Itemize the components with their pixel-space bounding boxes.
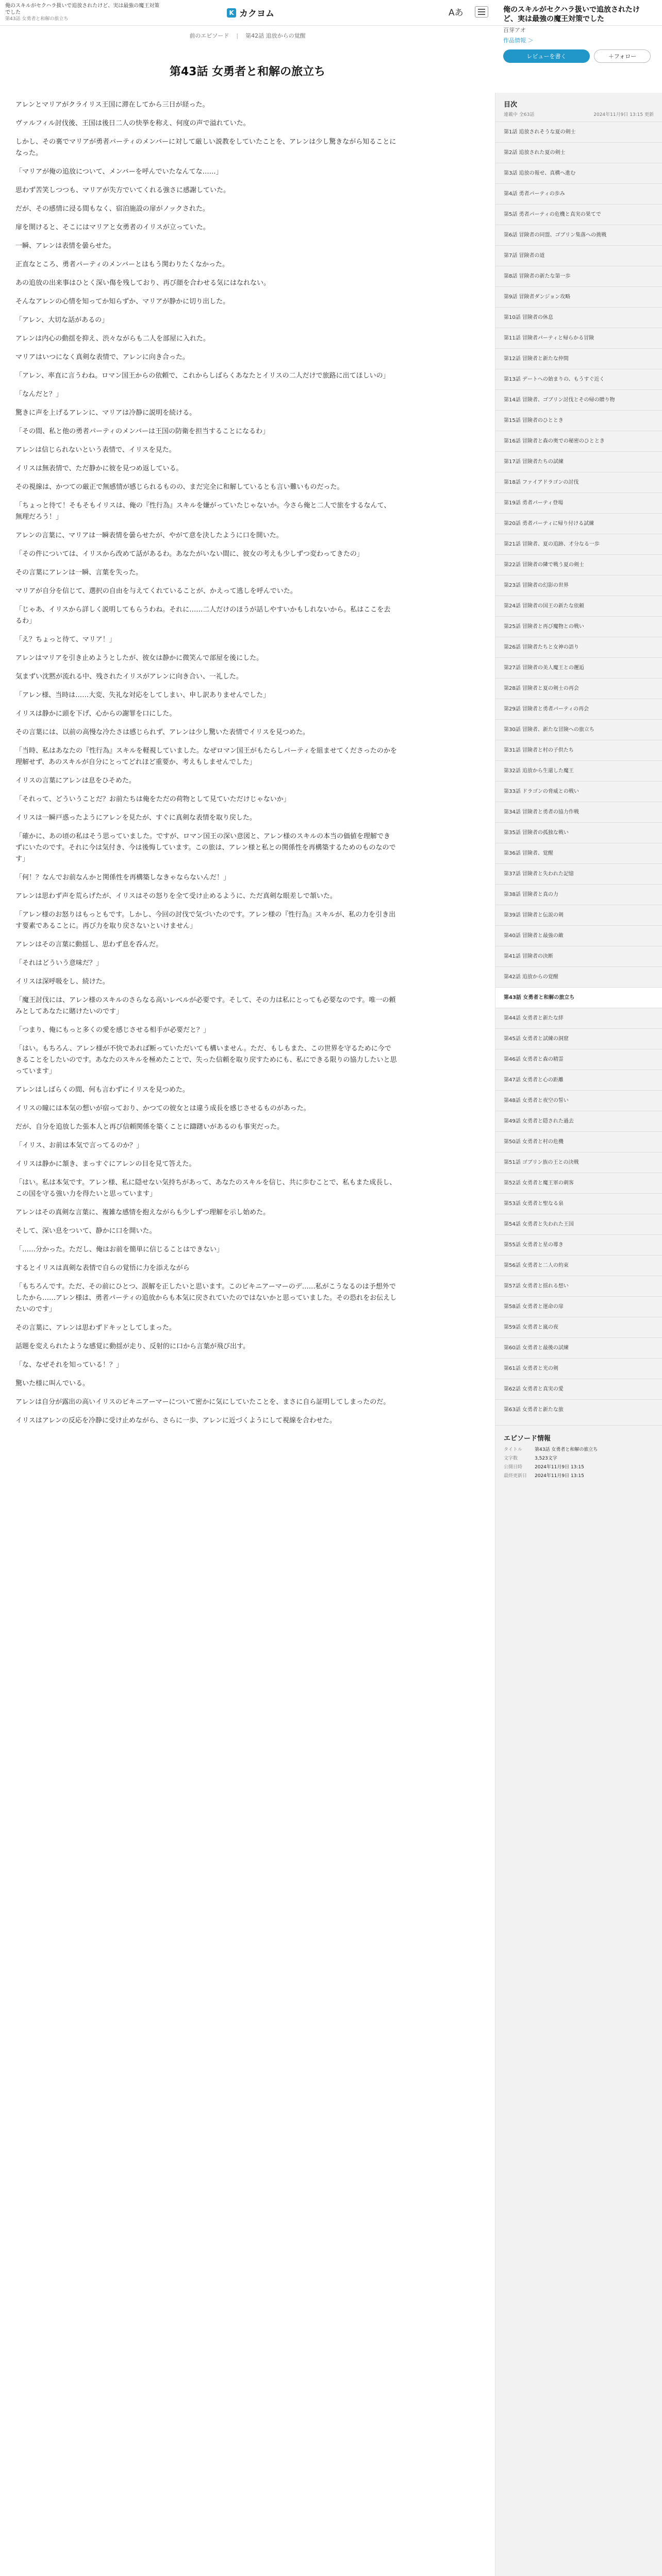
- paragraph: するとイリスは真剣な表情で自らの覚悟に力を添えながら: [15, 1264, 190, 1272]
- toc-item[interactable]: 第17話 冒険者たちの試練: [495, 451, 662, 472]
- prev-episode-link[interactable]: 前のエピソード: [189, 32, 229, 39]
- paragraph: イリスの瞳には本気の想いが宿っており、かつての彼女とは違う成長を感じさせるものがあった。: [15, 1105, 310, 1112]
- toc-item[interactable]: 第38話 冒険者と真の力: [495, 884, 662, 905]
- toc-item[interactable]: 第5話 勇者パーティの危機と真実の果てで: [495, 204, 662, 225]
- toc-item[interactable]: 第25話 冒険者と再び魔物との戦い: [495, 616, 662, 637]
- paragraph: イリスは静かに頷き、まっすぐにアレンの目を見て答えた。: [15, 1160, 196, 1168]
- toc-item[interactable]: 第42話 追放からの覚醒: [495, 967, 662, 987]
- paragraph: 「アレン様、当時は……大変、失礼な対応をしてしまい、申し訳ありませんでした」: [15, 691, 270, 699]
- info-value: 3,523文字: [535, 1456, 557, 1461]
- toc-item[interactable]: 第54話 女勇者と失われた王国: [495, 1214, 662, 1234]
- breadcrumb: [0, 26, 495, 45]
- paragraph: 驚いた様に叫んでいる。: [15, 1380, 90, 1387]
- paragraph: イリスの言葉にアレンは息をひそめた。: [15, 777, 136, 785]
- toc-item[interactable]: 第31話 冒険者と村の子供たち: [495, 740, 662, 760]
- info-key: 公開日時: [504, 1465, 523, 1470]
- toc-item[interactable]: 第16話 冒険者と森の奥での秘密のひととき: [495, 431, 662, 451]
- paragraph: その言葉にアレンは一瞬、言葉を失った。: [15, 569, 143, 577]
- episode-info: [495, 1446, 662, 1481]
- toc-item[interactable]: 第22話 冒険者の隣で戦う夏の剣士: [495, 554, 662, 575]
- toc-item[interactable]: 第63話 女勇者と新たな旅: [495, 1399, 662, 1420]
- paragraph: 「アレン、大切な話があるの」: [15, 316, 109, 324]
- paragraph: 「マリアが俺の追放について、メンバーを呼んでいたなんてな……」: [15, 168, 223, 176]
- toc-item[interactable]: 第61話 女勇者と光の剣: [495, 1358, 662, 1379]
- paragraph: マリアが自分を信じて、選択の自由を与えてくれていることが、かえって逃しを呼んでいた。: [15, 587, 297, 595]
- work-title[interactable]: 俺のスキルがセクハラ扱いで追放されたけど、実は最強の魔王対策でした: [503, 6, 640, 23]
- toc-item[interactable]: 第26話 冒険者たちと女神の語り: [495, 637, 662, 657]
- paragraph: そして、深い息をついて、静かに口を開いた。: [15, 1227, 156, 1235]
- paragraph: しかし、その裏でマリアが勇者パーティのメンバーに対して厳しい説教をしていたことを、アレンは少し驚きながら知ることになった。: [15, 138, 396, 157]
- toc-item[interactable]: 第3話 追放の報せ、真構へ進む: [495, 163, 662, 183]
- toc-item[interactable]: 第55話 女勇者と星の導き: [495, 1234, 662, 1255]
- info-key: タイトル: [504, 1447, 522, 1452]
- info-row: [495, 1446, 662, 1454]
- paragraph: 「確かに、あの頃の私はそう思っていました。ですが、ロマン国王の深い意図と、アレン様のスキルの本当の価値を理解できずにいたのです。それに今は気付き、今は後悔しています。この旅は、アレン様と私との関係性を再構築するためのものなのです」: [15, 833, 396, 863]
- info-key: 最終更新日: [504, 1473, 527, 1479]
- paragraph: 「はい。私は本気です。アレン様、私に隠せない気持ちがあって、あなたのスキルを信じ、共に歩むことで、私もまた成長し、この国を守る強い力を得たいと思っています」: [15, 1179, 396, 1198]
- paragraph: イリスは無表情で、ただ静かに彼を見つめ返している。: [15, 465, 183, 472]
- toc-item[interactable]: 第9話 冒険者ダンジョン攻略: [495, 286, 662, 307]
- follow-button[interactable]: ＋フォロー: [594, 49, 651, 63]
- toc-item[interactable]: 第53話 女勇者と聖なる泉: [495, 1193, 662, 1214]
- breadcrumb-current[interactable]: 第42話 追放からの覚醒: [245, 32, 306, 39]
- paragraph: ヴァルフィル討伐後、王国は後日二人の快挙を称え、何度の声で溢れていた。: [15, 120, 250, 127]
- info-row: [495, 1463, 662, 1472]
- toc-item[interactable]: 第10話 冒険者の休息: [495, 307, 662, 328]
- toc-item[interactable]: 第49話 女勇者と隠された過去: [495, 1111, 662, 1131]
- toc-item[interactable]: 第20話 勇者パーティに帰り付ける試練: [495, 513, 662, 534]
- info-value: 2024年11月9日 13:15: [535, 1465, 584, 1470]
- paragraph: アレンは思わず声を荒らげたが、イリスはその怒りを全て受け止めるように、ただ真剣な眼差しで頷いた。: [15, 892, 337, 900]
- paragraph: 「つまり、俺にもっと多くの愛を感じさせる相手が必要だと？」: [15, 1026, 210, 1034]
- paragraph: アレンは信じられないという表情で、イリスを見た。: [15, 446, 176, 454]
- paragraph: 「じゃあ、イリスから詳しく説明してもらうわね。それに……二人だけのほうが話しやすいかもしれないから。私はここを去るわ」: [15, 606, 391, 625]
- toc-item[interactable]: 第56話 女勇者と二人の約束: [495, 1255, 662, 1276]
- paragraph: だが、自分を追放した張本人と再び信頼関係を築くことに躊躇いがあるのも事実だった。: [15, 1123, 284, 1131]
- toc-heading: 目次: [504, 101, 518, 109]
- font-size-button[interactable]: Aあ: [449, 8, 464, 18]
- paragraph: その視線は、かつての厳正で無感情が感じられるものの、まだ完全に和解しているとも言い難いものだった。: [15, 483, 344, 491]
- toc-item[interactable]: 第18話 ファイアドラゴンの討伐: [495, 472, 662, 493]
- toc-item[interactable]: 第33話 ドラゴンの脅威との戦い: [495, 781, 662, 802]
- breadcrumb-separator: |: [236, 32, 239, 39]
- toc-item[interactable]: 第45話 女勇者と試練の洞窟: [495, 1028, 662, 1049]
- toc-item[interactable]: 第4話 勇者パーティの歩み: [495, 183, 662, 204]
- paragraph: 「はい。もちろん、アレン様が不快であれば断っていただいても構いません。ただ、もしもまた、この世界を守るために今できることをしたいのです。あなたのスキルを極めたことで、失った信頼を取り戻すためにも、私にできる限りの協力したいと思っています」: [15, 1045, 397, 1075]
- toc-item[interactable]: 第47話 女勇者と心の距離: [495, 1070, 662, 1090]
- paragraph: 「なんだと？」: [15, 391, 63, 398]
- paragraph: 「その間、私と他の勇者パーティのメンバーは王国の防衛を担当することになるわ」: [15, 428, 270, 435]
- paragraph: アレンはマリアを引き止めようとしたが、彼女は静かに微笑んで部屋を後にした。: [15, 654, 263, 662]
- paragraph: アレンの言葉に、マリアは一瞬表情を曇らせたが、やがて意を決したように口を開いた。: [15, 532, 283, 539]
- toc-item[interactable]: 第30話 冒険者、新たな冒険への旅立ち: [495, 719, 662, 740]
- review-button[interactable]: レビューを書く: [503, 49, 590, 63]
- paragraph: 話題を変えられたような感覚に動揺が走り、反射的に口から言葉が飛び出す。: [15, 1343, 250, 1350]
- episode-title: 第43話 女勇者と和解の旅立ち: [169, 65, 326, 78]
- paragraph: アレンとマリアがクライリス王国に滞在してから三日が経った。: [15, 101, 209, 109]
- info-row: [495, 1472, 662, 1481]
- paragraph: 「アレン様のお怒りはもっともです。しかし、今回の討伐で気づいたのです。アレン様の『性行為』スキルが、私の力を引き出す要素であることに。再び力を取り戻さないといけません」: [15, 911, 396, 930]
- paragraph: そんなアレンの心情を知ってか知らずか、マリアが静かに切り出した。: [15, 298, 230, 306]
- paragraph: 扉を開けると、そこにはマリアと女勇者のイリスが立っていた。: [15, 224, 210, 231]
- site-logo[interactable]: [227, 6, 274, 19]
- paragraph: アレンは自分が露出の高いイリスのビキニアーマーについて密かに気にしていたことを、まさに自ら証明してしまったのだ。: [15, 1398, 390, 1406]
- paragraph: イリスは深呼吸をし、続けた。: [15, 978, 109, 986]
- toc-item[interactable]: 第37話 冒険者と失われた記憶: [495, 863, 662, 884]
- toc-item[interactable]: 第48話 女勇者と夜空の誓い: [495, 1090, 662, 1111]
- header-episode-title: 第43話 女勇者と和解の旅立ち: [5, 16, 69, 22]
- toc-item[interactable]: 第12話 冒険者と新たな仲間: [495, 348, 662, 369]
- paragraph: アレンはしばらくの間、何も言わずにイリスを見つめた。: [15, 1086, 189, 1094]
- paragraph: アレンはその真剣な言葉に、複雑な感情を抱えながらも少しずつ理解を示し始めた。: [15, 1209, 270, 1216]
- paragraph: イリスは一瞬戸惑ったようにアレンを見たが、すぐに真剣な表情を取り戻した。: [15, 814, 256, 822]
- paragraph: 驚きに声を上げるアレンに、マリアは冷静に説明を続ける。: [15, 409, 196, 417]
- paragraph: 「イリス、お前は本気で言ってるのか？」: [15, 1142, 143, 1149]
- toc-item[interactable]: 第39話 冒険者と伝説の剣: [495, 905, 662, 925]
- paragraph: マリアはいつになく真剣な表情で、アレンに向き合った。: [15, 353, 189, 361]
- toc-item[interactable]: 第41話 冒険者の決断: [495, 946, 662, 967]
- info-row: [495, 1454, 662, 1463]
- paragraph: 「魔王討伐には、アレン様のスキルのさらなる高いレベルが必要です。そして、その力は私にとっても必要なのです。唯一の頼みとしてあなたに賭けたいのです」: [15, 996, 396, 1015]
- logo-icon: K: [227, 8, 236, 18]
- toc-item[interactable]: 第24話 冒険者の国王の新たな依頼: [495, 596, 662, 616]
- paragraph: 「何！？なんでお前なんかと関係性を再構築しなきゃならないんだ！」: [15, 874, 230, 882]
- toc-updated: 2024年11月9日 13:15 更新: [593, 112, 654, 117]
- toc-item[interactable]: 第35話 冒険者の孤独な戦い: [495, 822, 662, 843]
- logo-text: カクヨム: [239, 9, 274, 19]
- toc-item[interactable]: 第36話 冒険者、覚醒: [495, 843, 662, 863]
- paragraph: だが、その感情に浸る間もなく、宿泊施設の扉がノックされた。: [15, 205, 209, 213]
- paragraph: アレンは内心の動揺を抑え、渋々ながらも二人を部屋に入れた。: [15, 335, 210, 343]
- toc-item[interactable]: 第52話 女勇者と魔王軍の刺客: [495, 1173, 662, 1193]
- toc-item[interactable]: 第14話 冒険者、ゴブリン討伐とその帰の贈り物: [495, 389, 662, 410]
- toc-item[interactable]: 第15話 冒険者のひととき: [495, 410, 662, 431]
- toc-item[interactable]: 第8話 冒険者の新たな第一歩: [495, 266, 662, 286]
- toc-item[interactable]: 第7話 冒険者の道: [495, 245, 662, 266]
- paragraph: イリスはアレンの反応を冷静に受け止めながら、さらに一歩、アレンに近づくようにして視線を合わせた。: [15, 1417, 337, 1425]
- paragraph: 「……分かった。ただし、俺はお前を簡単に信じることはできない」: [15, 1246, 224, 1253]
- toc-item[interactable]: 第1話 追放されそうな夏の剣士: [495, 122, 662, 142]
- paragraph: 「アレン、率直に言うわね。ロマン国王からの依頼で、これからしばらくあなたとイリスの二人だけで旅路に出てほしいの」: [15, 372, 390, 380]
- toc-item[interactable]: 第19話 勇者パーティ登場: [495, 493, 662, 513]
- paragraph: 「な、なぜそれを知っている！？」: [15, 1361, 123, 1369]
- paragraph: 一瞬、アレンは表情を曇らせた。: [15, 242, 115, 250]
- paragraph: 「それって、どういうことだ？お前たちは俺をただの荷物として見ていただけじゃないか」: [15, 795, 290, 803]
- toc-item[interactable]: 第46話 女勇者と森の精霊: [495, 1049, 662, 1070]
- toc-item[interactable]: 第6話 冒険者の同盟、ゴブリン集落への挑戦: [495, 225, 662, 245]
- author-name[interactable]: 百芽アオ: [503, 27, 526, 33]
- toc-item[interactable]: 第43話 女勇者と和解の旅立ち: [495, 987, 662, 1008]
- paragraph: 「え？ちょっと待て、マリア！」: [15, 636, 116, 643]
- paragraph: その言葉には、以前の高慢な冷たさは感じられず、アレンは少し驚いた表情でイリスを見つめた。: [15, 728, 309, 736]
- paragraph: あの追放の出来事はひとく深い傷を残しており、再び顔を合わせる気にはなれない。: [15, 279, 271, 287]
- episode-main: [0, 46, 495, 1434]
- toc-item[interactable]: 第28話 冒険者と夏の剣士の再会: [495, 678, 662, 699]
- paragraph: 気まずい沈黙が流れる中、残されたイリスがアレンに向き合い、一礼した。: [15, 673, 243, 681]
- paragraph: 「ちょっと待て！そもそもイリスは、俺の『性行為』スキルを嫌がっていたじゃないか。今さら俺と二人で旅をするなんて、無理だろう！」: [15, 502, 391, 521]
- info-key: 文字数: [504, 1456, 518, 1461]
- toc-item[interactable]: 第44話 女勇者と新たな絆: [495, 1008, 662, 1028]
- paragraph: その言葉に、アレンは思わずドキッとしてしまった。: [15, 1324, 176, 1332]
- toc-status: 連載中 全63話: [504, 112, 535, 117]
- episode-body: [15, 99, 397, 1427]
- paragraph: アレンはその言葉に動揺し、思わず息を呑んだ。: [15, 941, 163, 948]
- toc-item[interactable]: 第40話 冒険者と最強の敵: [495, 925, 662, 946]
- toc-item[interactable]: 第34話 冒険者と勇者の協力作戦: [495, 802, 662, 822]
- paragraph: 「それはどういう意味だ？」: [15, 959, 103, 967]
- paragraph: 正直なところ、勇者パーティのメンバーとはもう関わりたくなかった。: [15, 261, 229, 268]
- info-value: 2024年11月9日 13:15: [535, 1473, 584, 1479]
- episode-info-heading: エピソード情報: [495, 1425, 662, 1446]
- toc-item[interactable]: 第57話 女勇者と揺れる想い: [495, 1276, 662, 1296]
- info-value: 第43話 女勇者と和解の旅立ち: [535, 1447, 598, 1452]
- sidebar: [495, 93, 662, 2576]
- toc-item[interactable]: 第13話 デートへの始まりの、もうすぐ近く: [495, 369, 662, 389]
- toc-item[interactable]: 第2話 追放された夏の剣士: [495, 142, 662, 163]
- menu-icon[interactable]: [475, 6, 488, 18]
- toc-item[interactable]: 第59話 女勇者と嵐の夜: [495, 1317, 662, 1337]
- toc-item[interactable]: 第58話 女勇者と運命の扉: [495, 1296, 662, 1317]
- paragraph: 「もちろんです。ただ、その前にひとつ、誤解を正したいと思います。このビキニアーマーのデ……私がこうなるのは予想外でしたから……アレン様は、勇者パーティの追放からも本気に戻されていたのではないかと思っていました。その恐れをお伝えしたいのです」: [15, 1283, 397, 1313]
- toc-item[interactable]: 第23話 冒険者の幻影の世界: [495, 575, 662, 596]
- work-info-panel: [495, 0, 662, 88]
- toc-item[interactable]: 第21話 冒険者、夏の追跡、才分なる一歩: [495, 534, 662, 554]
- toc-item[interactable]: 第27話 冒険者の美人魔王との邂逅: [495, 657, 662, 678]
- paragraph: 「その件については、イリスから改めて話があるわ。あなたがいない間に、彼女の考えも少しずつ変わってきたの」: [15, 550, 363, 558]
- paragraph: 思わず苦笑しつつも、マリアが失方でいてくれる強さに感謝していた。: [15, 187, 230, 194]
- toc-item[interactable]: 第29話 冒険者と勇者パーティの再会: [495, 699, 662, 719]
- work-info-link[interactable]: 作品情報 ＞: [503, 37, 534, 44]
- header-novel-title: 俺のスキルがセクハラ扱いで追放されたけど、実は最強の魔王対策でした: [5, 3, 160, 15]
- paragraph: イリスは静かに頭を下げ、心からの謝罪を口にした。: [15, 710, 176, 718]
- toc-list: [495, 122, 662, 1420]
- toc-item[interactable]: 第50話 女勇者と村の危機: [495, 1131, 662, 1152]
- toc-item[interactable]: 第62話 女勇者と真実の愛: [495, 1379, 662, 1399]
- toc-item[interactable]: 第60話 女勇者と最後の試練: [495, 1337, 662, 1358]
- toc-item[interactable]: 第51話 ゴブリン族の王との決戦: [495, 1152, 662, 1173]
- toc-item[interactable]: 第11話 冒険者パーティと帰らかる冒険: [495, 328, 662, 348]
- paragraph: 「当時、私はあなたの『性行為』スキルを軽視していました。なぜロマン国王がもたらしパーティを組ませてくださったのかを理解せず、あのスキルが自分にとってどれほど重要か、考えもしませんでした」: [15, 747, 397, 766]
- header-work-info[interactable]: [5, 3, 160, 23]
- toc-item[interactable]: 第32話 追放から生還した魔王: [495, 760, 662, 781]
